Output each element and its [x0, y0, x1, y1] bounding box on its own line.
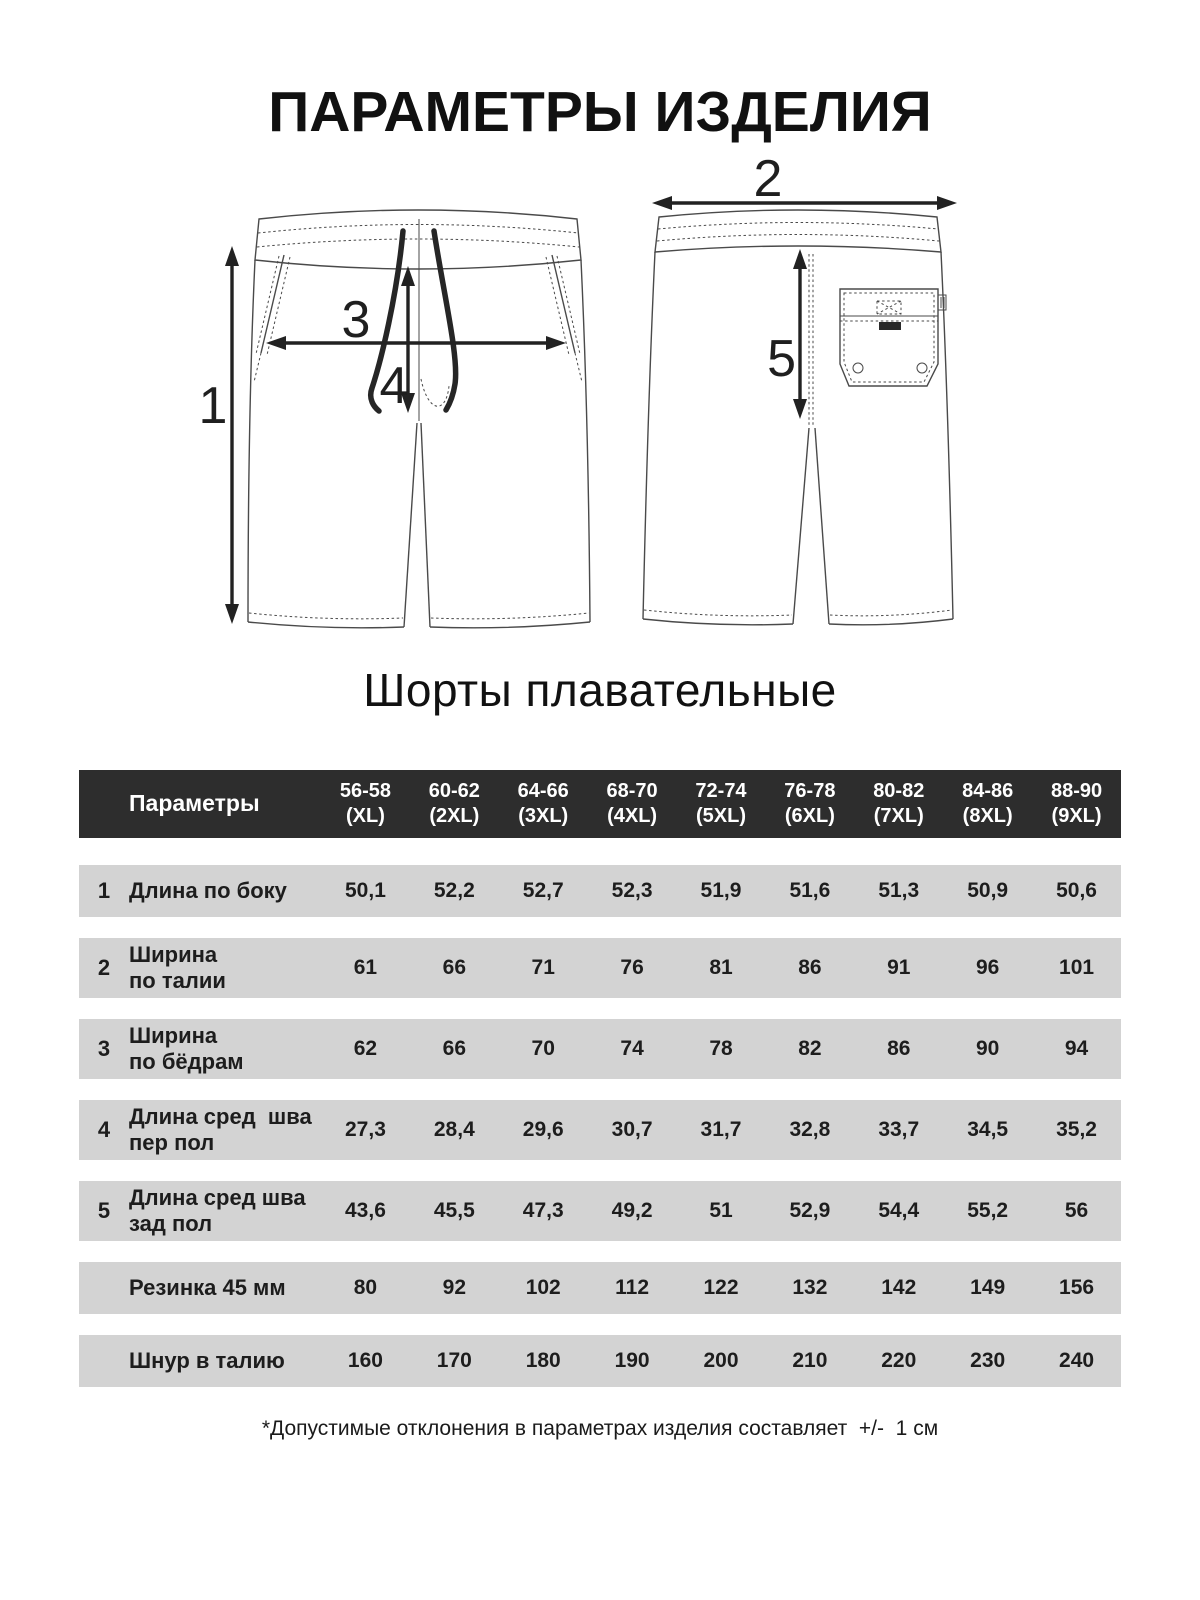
- shorts-technical-drawing: [100, 151, 1100, 641]
- page-title: ПАРАМЕТРЫ ИЗДЕЛИЯ: [268, 80, 932, 144]
- size-value: 52,9: [789, 1198, 831, 1222]
- size-value: 50,1: [345, 878, 386, 902]
- row-label: Резинка 45 мм: [129, 1274, 286, 1300]
- size-value: 90: [975, 1036, 1000, 1060]
- size-value: 180: [525, 1348, 561, 1372]
- table-row: [79, 1019, 1121, 1079]
- size-value: 43,6: [345, 1198, 386, 1222]
- size-value: 51,6: [789, 878, 831, 902]
- size-value: 45,5: [433, 1198, 475, 1222]
- size-value: 62: [353, 1036, 378, 1060]
- size-value: 55,2: [967, 1198, 1009, 1222]
- size-value: 80: [353, 1275, 378, 1299]
- marker-1: 1: [198, 377, 228, 435]
- size-value: 156: [1059, 1275, 1095, 1299]
- size-value: 76: [620, 955, 644, 979]
- size-value: 66: [442, 1036, 466, 1060]
- product-name: Шорты плавательные: [363, 664, 837, 716]
- param-header: Параметры: [129, 790, 260, 817]
- row-label: Шнур в талию: [129, 1347, 285, 1373]
- size-value: 49,2: [611, 1198, 653, 1222]
- row-label: Длина сред шва пер пол: [129, 1104, 312, 1155]
- measure-arrow-back-rise: [767, 249, 807, 419]
- size-value: 230: [970, 1348, 1006, 1372]
- size-value: 78: [709, 1036, 733, 1060]
- size-value: 149: [970, 1275, 1006, 1299]
- size-column-header: 68-70 (4XL): [606, 780, 658, 827]
- size-value: 56: [1064, 1198, 1089, 1222]
- size-value: 33,7: [878, 1117, 920, 1141]
- shorts-diagram-svg: [100, 151, 1100, 641]
- size-value: 86: [887, 1036, 911, 1060]
- size-value: 29,6: [522, 1117, 564, 1141]
- row-number: 5: [97, 1197, 111, 1223]
- size-value: 31,7: [700, 1117, 742, 1141]
- size-value: 34,5: [967, 1117, 1009, 1141]
- size-value: 94: [1064, 1036, 1089, 1060]
- size-column-header: 84-86 (8XL): [962, 780, 1014, 827]
- tolerance-footnote: *Допустимые отклонения в параметрах изделия составляет +/- 1 см: [261, 1416, 939, 1440]
- size-value: 52,3: [611, 878, 653, 902]
- size-column-header: 64-66 (3XL): [517, 780, 569, 827]
- table-row: [79, 865, 1121, 917]
- size-column-header: 56-58 (XL): [339, 780, 392, 827]
- size-value: 51: [709, 1198, 733, 1222]
- table-row: [79, 1335, 1121, 1387]
- size-value: 50,9: [967, 878, 1009, 902]
- size-value: 27,3: [345, 1117, 386, 1141]
- size-value: 91: [887, 955, 911, 979]
- size-value: 132: [792, 1275, 828, 1299]
- size-value: 74: [620, 1036, 644, 1060]
- table-row: [79, 1181, 1121, 1241]
- size-value: 51,3: [878, 878, 920, 902]
- size-value: 82: [798, 1036, 822, 1060]
- back-view: [643, 210, 953, 625]
- size-value: 112: [615, 1275, 650, 1299]
- size-value: 66: [442, 955, 466, 979]
- size-value: 170: [436, 1348, 472, 1372]
- size-value: 30,7: [611, 1117, 653, 1141]
- size-value: 190: [614, 1348, 650, 1372]
- size-value: 51,9: [700, 878, 742, 902]
- row-number: 3: [97, 1035, 111, 1061]
- size-value: 220: [881, 1348, 917, 1372]
- size-table-body: [79, 865, 1121, 1387]
- table-row: [79, 938, 1121, 998]
- size-value: 122: [703, 1275, 739, 1299]
- size-value: 52,2: [433, 878, 475, 902]
- size-table: [79, 770, 1121, 1387]
- size-value: 61: [353, 955, 378, 979]
- size-column-header: 60-62 (2XL): [428, 780, 480, 827]
- measure-arrow-side-length: [199, 246, 239, 624]
- size-value: 32,8: [789, 1117, 831, 1141]
- size-column-header: 88-90 (9XL): [1050, 780, 1103, 827]
- size-column-header: 72-74 (5XL): [695, 780, 747, 827]
- size-value: 35,2: [1056, 1117, 1097, 1141]
- marker-2: 2: [753, 151, 783, 208]
- size-value: 81: [709, 955, 733, 979]
- size-value: 101: [1059, 955, 1095, 979]
- size-value: 160: [347, 1348, 383, 1372]
- size-value: 47,3: [522, 1198, 564, 1222]
- measure-arrow-waist-width: [652, 151, 957, 210]
- size-column-header: 80-82 (7XL): [873, 780, 925, 827]
- row-label: Длина сред шва зад пол: [129, 1185, 306, 1236]
- measure-arrow-hip-width: [266, 291, 566, 350]
- table-row: [79, 1100, 1121, 1160]
- size-value: 70: [531, 1036, 555, 1060]
- pocket-button-loop: [879, 322, 901, 330]
- marker-5: 5: [767, 330, 796, 388]
- size-value: 92: [442, 1275, 466, 1299]
- size-value: 52,7: [522, 878, 564, 902]
- marker-3: 3: [341, 291, 371, 349]
- marker-4: 4: [379, 357, 409, 415]
- row-label: Ширина по талии: [129, 942, 226, 993]
- drawstring: [434, 231, 456, 410]
- row-label: Ширина по бёдрам: [129, 1023, 244, 1074]
- size-value: 210: [792, 1348, 828, 1372]
- row-label: Длина по боку: [129, 877, 287, 903]
- size-table-header: [79, 770, 1121, 838]
- row-number: 1: [97, 877, 111, 903]
- row-number: 4: [97, 1116, 111, 1142]
- size-value: 240: [1059, 1348, 1095, 1372]
- size-value: 142: [881, 1275, 917, 1299]
- size-value: 71: [531, 955, 555, 979]
- size-value: 28,4: [433, 1117, 475, 1141]
- back-pocket: [840, 289, 946, 386]
- row-number: 2: [97, 954, 111, 980]
- pocket-grommet: [917, 363, 927, 373]
- size-value: 102: [525, 1275, 561, 1299]
- size-value: 96: [975, 955, 1000, 979]
- size-value: 54,4: [878, 1198, 920, 1222]
- pocket-side-tab: [938, 295, 946, 310]
- size-value: 50,6: [1056, 878, 1097, 902]
- size-column-header: 76-78 (6XL): [784, 780, 836, 827]
- pocket-grommet: [853, 363, 863, 373]
- size-value: 86: [798, 955, 822, 979]
- front-view: [248, 210, 590, 628]
- table-row: [79, 1262, 1121, 1314]
- size-value: 200: [703, 1348, 739, 1372]
